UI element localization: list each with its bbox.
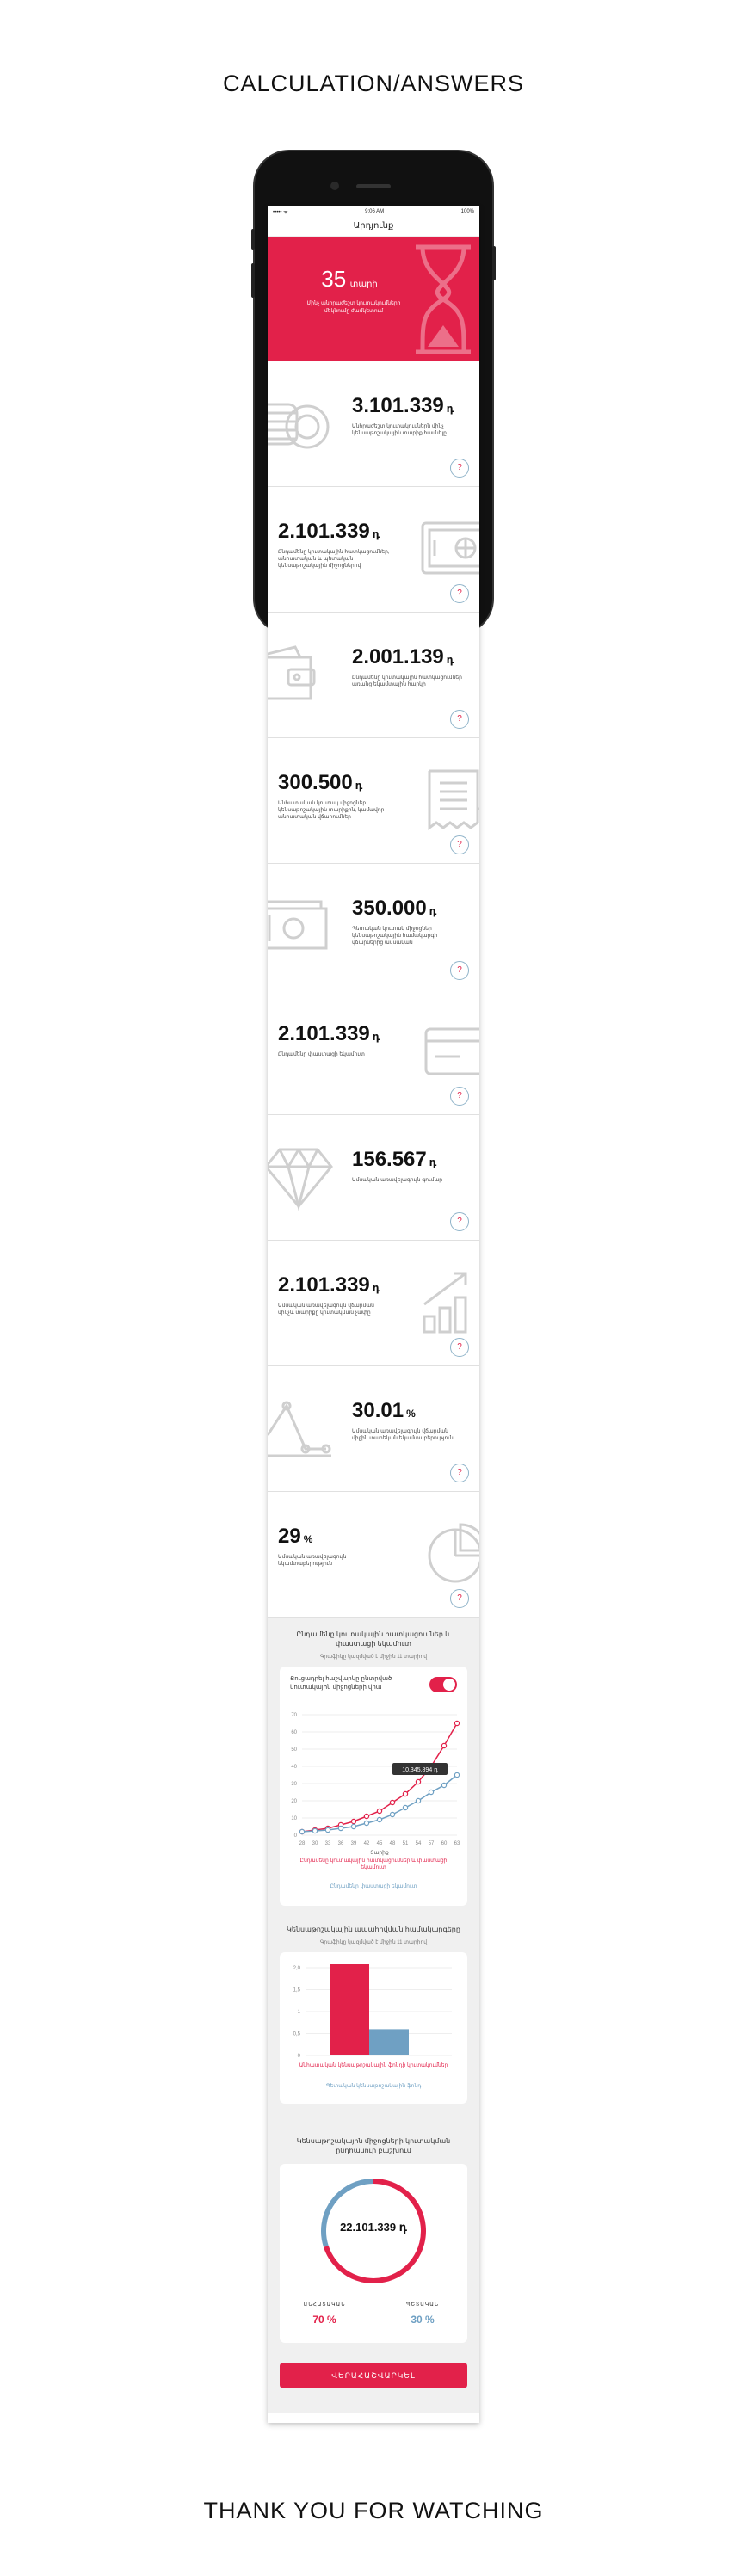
- hourglass-icon: [412, 243, 474, 355]
- card-description: Ընդամենը կուտակային հատկացումներ, անհատական և պետական կենսաթոշակային միջոցներով: [278, 550, 390, 569]
- data-point: [416, 1779, 420, 1784]
- result-card: [268, 1366, 479, 1492]
- years-unit: տարի: [349, 280, 378, 289]
- help-button[interactable]: ?: [450, 1589, 469, 1608]
- card-value: [352, 1148, 472, 1172]
- donut-left-value: 70 %: [312, 2314, 336, 2326]
- wallet-icon: [268, 638, 333, 709]
- y-tick-label: 70: [291, 1713, 297, 1718]
- card-amount: 3.101.339: [352, 394, 444, 417]
- help-button[interactable]: ?: [450, 1464, 469, 1482]
- line-legend-blue: Ընդամենը փաստացի եկամուտ: [330, 1884, 417, 1889]
- y-tick-label: 30: [291, 1782, 297, 1787]
- help-button[interactable]: ?: [450, 835, 469, 854]
- data-point: [351, 1824, 355, 1828]
- y-tick-label: 1: [297, 2010, 300, 2015]
- result-card: [268, 1115, 479, 1241]
- data-point: [351, 1819, 355, 1823]
- pie-icon: [417, 1518, 479, 1588]
- bar-individual: [330, 1964, 369, 2055]
- x-tick-label: 45: [376, 1841, 383, 1846]
- currency-symbol: դ: [372, 1282, 380, 1294]
- currency-symbol: %: [303, 1533, 313, 1545]
- hero-subtitle: Մինչ անհրաժեշտ կուտակումների մեկնումը ժամկետում: [306, 301, 401, 314]
- receipt-icon: [417, 764, 479, 835]
- card-description: Ընդամենը փաստացի եկամուտ: [278, 1052, 365, 1057]
- x-tick-label: 48: [389, 1841, 396, 1846]
- bar-section-title: Կենսաթոշակային ապահովման համակարգերը: [287, 1926, 460, 1933]
- data-point: [364, 1821, 368, 1825]
- currency-symbol: դ: [429, 905, 437, 917]
- y-tick-label: 10: [291, 1816, 297, 1821]
- card-amount: 2.001.139: [352, 645, 444, 669]
- y-tick-label: 0: [297, 2054, 300, 2059]
- data-point: [403, 1791, 407, 1796]
- result-card: [268, 613, 479, 738]
- card-description: Անհատական կուտակ միջոցներ կենսաթոշակային տարիքին, կամավոր անհատական վճարումներ: [278, 801, 385, 820]
- y-tick-label: 0: [293, 1833, 297, 1839]
- help-button[interactable]: ?: [450, 1212, 469, 1231]
- line-panel-title: Ցուցադրել հաշվարկը ընտրված կուտակային միջոցների վրա: [290, 1676, 392, 1691]
- currency-symbol: դ: [446, 654, 454, 666]
- show-calculation-toggle[interactable]: [429, 1677, 457, 1692]
- data-point: [403, 1805, 407, 1809]
- page-heading-top: CALCULATION/ANSWERS: [222, 71, 525, 96]
- result-card: [268, 487, 479, 613]
- currency-symbol: դ: [446, 403, 454, 415]
- data-point: [325, 1827, 330, 1832]
- result-card: [268, 864, 479, 989]
- value-tooltip-text: 10.345.894 դ: [402, 1767, 438, 1773]
- card-value: [278, 771, 398, 795]
- currency-symbol: դ: [355, 780, 363, 792]
- help-button[interactable]: ?: [450, 1087, 469, 1106]
- card-description: Ամսական առավելագույն վճարման մինչև տարիքը կուտակման չափը: [278, 1303, 374, 1316]
- data-point: [416, 1798, 420, 1803]
- recalculate-button[interactable]: ՎԵՐԱՀԱՇՎԱՐԿԵԼ: [280, 2363, 467, 2388]
- camera-icon: [330, 182, 339, 190]
- currency-symbol: դ: [372, 528, 380, 540]
- y-tick-label: 2,0: [293, 1966, 300, 1971]
- card-text: [352, 394, 472, 437]
- x-tick-label: 39: [350, 1841, 357, 1846]
- currency-symbol: %: [406, 1408, 416, 1420]
- data-point: [377, 1809, 381, 1813]
- card-text: [352, 1148, 472, 1184]
- data-point: [338, 1826, 343, 1830]
- card-amount: 2.101.339: [278, 520, 370, 543]
- help-button[interactable]: ?: [450, 710, 469, 729]
- line-chart-panel: [280, 1667, 467, 1906]
- card-amount: 156.567: [352, 1148, 427, 1171]
- card-text: [278, 1273, 398, 1316]
- card-amount: 30.01: [352, 1399, 404, 1422]
- help-button[interactable]: ?: [450, 459, 469, 478]
- bar-legend-blue: Պետական կենսաթոշակային ֆոնդ: [325, 2084, 422, 2089]
- card-text: [352, 645, 472, 688]
- bar-state: [369, 2029, 409, 2055]
- card-description: Անհրաժեշտ կուտակումներն մինչ կենսաթոշակային տարիք հասնելը: [352, 424, 447, 436]
- donut-total: 22.101.339 դ: [340, 2221, 407, 2234]
- card-text: [278, 1022, 398, 1058]
- x-tick-label: 28: [299, 1841, 306, 1846]
- data-point: [299, 1829, 304, 1833]
- data-point: [377, 1817, 381, 1821]
- result-card: [268, 361, 479, 487]
- card-text: [352, 897, 472, 946]
- card-description: Ամսական առավելագույն վճարման միջին տարեկան եկամտաբերություն: [352, 1429, 454, 1441]
- bar-chart-panel: [280, 1952, 467, 2104]
- card-amount: 2.101.339: [278, 1273, 370, 1297]
- data-point: [441, 1743, 446, 1747]
- card-value: [352, 897, 472, 921]
- battery-level: 100%: [460, 209, 474, 214]
- x-tick-label: 42: [363, 1841, 370, 1846]
- card-amount: 2.101.339: [278, 1022, 370, 1045]
- card-value: [278, 1525, 398, 1549]
- currency-symbol: դ: [429, 1156, 437, 1168]
- data-point: [364, 1814, 368, 1818]
- diamond-icon: [268, 1141, 333, 1211]
- donut-right-label: ՊԵՏԱԿԱՆ: [405, 2302, 440, 2308]
- data-point: [454, 1721, 459, 1725]
- x-tick-label: 33: [324, 1841, 331, 1846]
- banknote-icon: [268, 890, 333, 960]
- hero-banner: [268, 237, 479, 361]
- card-text: [278, 1525, 398, 1568]
- donut-slice-state: [324, 2181, 374, 2246]
- x-tick-label: 30: [312, 1841, 318, 1846]
- coins-icon: [268, 387, 333, 458]
- currency-symbol: դ: [372, 1031, 380, 1043]
- card-value: [352, 645, 472, 669]
- donut-section-title: Կենսաթոշակային միջոցների կուտակման ընդհանուր բաշխում: [296, 2137, 451, 2154]
- card-value: [278, 1022, 398, 1046]
- result-card: [268, 989, 479, 1115]
- data-point: [454, 1772, 459, 1777]
- line-legend-red: Ընդամենը կուտակային հատկացումներ և փաստացի եկամուտ: [299, 1858, 448, 1870]
- donut-panel: [280, 2164, 467, 2343]
- y-tick-label: 50: [291, 1747, 297, 1753]
- card-description: Պետական կուտակ միջոցներ կենսաթոշակային համակարգի վճարներից ամսական: [352, 927, 438, 946]
- line-section-subtitle: Գրաֆիկը կազմված է միջին 11 տարիով: [319, 1655, 428, 1660]
- years-readout: [268, 266, 431, 293]
- card-icon: [417, 1015, 479, 1086]
- safe-icon: [417, 513, 479, 583]
- status-time: 9:06 AM: [365, 209, 385, 214]
- x-tick-label: 57: [428, 1841, 435, 1846]
- series-line-red: [302, 1723, 457, 1832]
- line-chart: [280, 1706, 467, 1870]
- x-tick-label: 54: [415, 1841, 422, 1846]
- y-tick-label: 0,5: [293, 2031, 300, 2037]
- card-text: [352, 1399, 472, 1442]
- data-point: [390, 1812, 394, 1816]
- bar-section-subtitle: Գրաֆիկը կազմված է միջին 11 տարիով: [319, 1940, 428, 1945]
- result-card: [268, 1241, 479, 1366]
- status-bar: [268, 206, 479, 217]
- analytics-area: [268, 1618, 479, 2413]
- app-screen: [268, 206, 479, 2423]
- x-tick-label: 36: [337, 1841, 344, 1846]
- data-point: [390, 1800, 394, 1804]
- card-description: Ընդամենը կուտակային հատկացումներ առանց եկամտային հարկի: [352, 675, 462, 687]
- line-section-title: Ընդամենը կուտակային հատկացումներ և փաստացի եկամուտ: [296, 1630, 451, 1648]
- nav-title: Արդյունք: [268, 217, 479, 237]
- card-text: [278, 771, 398, 821]
- page-heading-bottom: THANK YOU FOR WATCHING: [203, 2498, 544, 2524]
- bar-chart: [280, 1959, 467, 2064]
- y-tick-label: 60: [291, 1730, 297, 1735]
- card-value: [278, 1273, 398, 1297]
- card-value: [352, 394, 472, 418]
- x-tick-label: 63: [454, 1841, 460, 1846]
- y-tick-label: 40: [291, 1765, 297, 1770]
- data-point: [441, 1783, 446, 1787]
- card-amount: 29: [278, 1525, 301, 1548]
- help-button[interactable]: ?: [450, 1338, 469, 1357]
- growth-chart-icon: [417, 1266, 479, 1337]
- card-amount: 300.500: [278, 771, 353, 794]
- result-card: [268, 1492, 479, 1618]
- y-tick-label: 20: [291, 1799, 297, 1804]
- card-amount: 350.000: [352, 897, 427, 920]
- result-card: [268, 738, 479, 864]
- x-tick-label: 51: [402, 1841, 409, 1846]
- carrier-signal: ••••• ᯤ: [273, 210, 288, 215]
- donut-right-value: 30 %: [411, 2314, 435, 2326]
- y-tick-label: 1,5: [293, 1987, 300, 1994]
- x-axis-label: Տարիք: [370, 1851, 389, 1856]
- card-value: [352, 1399, 472, 1423]
- help-button[interactable]: ?: [450, 961, 469, 980]
- card-value: [278, 520, 398, 544]
- data-point: [312, 1828, 317, 1833]
- card-description: Ամսական առավելագույն գումար: [352, 1178, 443, 1183]
- help-button[interactable]: ?: [450, 584, 469, 603]
- x-tick-label: 60: [441, 1841, 448, 1846]
- speaker-icon: [356, 184, 391, 188]
- donut-left-label: ԱՆՀԱՏԱԿԱՆ: [303, 2302, 346, 2308]
- data-point: [429, 1790, 433, 1794]
- line-chart-icon: [268, 1392, 333, 1463]
- card-text: [278, 520, 398, 570]
- years-value: 35: [321, 266, 347, 292]
- bar-legend-red: Անհատական կենսաթոշակային ֆոնդի կուտակումներ: [299, 2063, 448, 2068]
- card-description: Ամսական առավելագույն եկամտաբերություն: [278, 1555, 347, 1567]
